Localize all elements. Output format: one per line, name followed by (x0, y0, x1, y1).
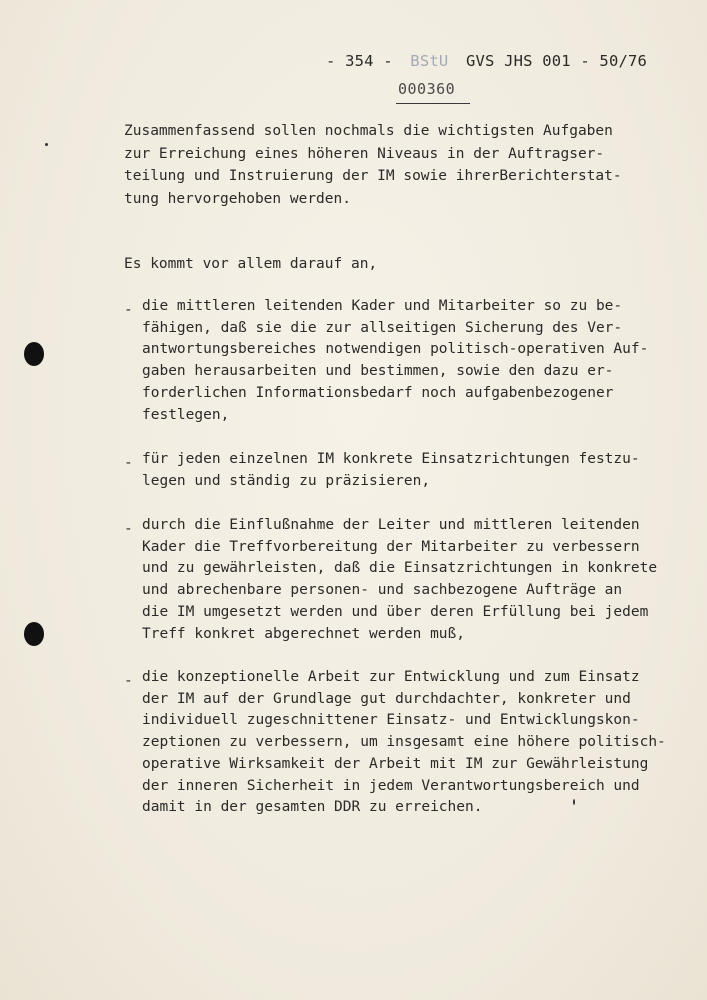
bullet-line: Treff konkret abgerechnet werden muß, (142, 625, 466, 642)
bullet-line: Kader die Treffvorbereitung der Mitarbeiter zu verbessern (142, 538, 640, 555)
paper-speck (573, 799, 575, 805)
bullet-line: zeptionen zu verbessern, um insgesamt eine höhere politisch- (142, 734, 666, 751)
bullet-item-4 (142, 667, 666, 819)
bullet-item-2 (142, 449, 640, 492)
page-number: - 354 - (326, 52, 393, 70)
bullet-line: der IM auf der Grundlage gut durchdachter, konkreter und (142, 690, 631, 707)
lead-in-text: Es kommt vor allem darauf an, (124, 256, 378, 272)
bullet-line: der inneren Sicherheit in jedem Verantwortungsbereich und (142, 777, 640, 794)
bullet-item-3 (142, 515, 657, 645)
bstu-stamp: BStU (410, 52, 449, 70)
bullet-line: antwortungsbereiches notwendigen politisch-operativen Auf- (142, 341, 649, 358)
bullet-item-1 (142, 296, 648, 426)
bullet-line: individuell zugeschnittener Einsatz- und Entwicklungskon- (142, 712, 640, 729)
bullet-line: und abrechenbare personen- und sachbezogene Aufträge an (142, 582, 623, 599)
bullet-line: legen und ständig zu präzisieren, (142, 472, 431, 489)
bullet-line: für jeden einzelnen IM konkrete Einsatzrichtungen festzu- (142, 451, 640, 467)
intro-line: teilung und Instruierung der IM sowie ihrerBerichterstat- (124, 168, 622, 184)
page-header (326, 52, 655, 70)
punch-hole (24, 622, 44, 646)
reference-number: GVS JHS 001 - 50/76 (465, 52, 648, 70)
bullet-marker: - (124, 521, 133, 537)
bullet-marker: - (124, 455, 133, 471)
bullet-marker: - (124, 673, 133, 689)
bullet-line: forderlichen Informationsbedarf noch aufgabenbezogener (142, 384, 614, 401)
punch-hole (24, 342, 44, 366)
bullet-line: die konzeptionelle Arbeit zur Entwicklung und zum Einsatz (142, 669, 640, 685)
bullet-line: festlegen, (142, 406, 230, 423)
paper-speck (45, 143, 48, 146)
bullet-line: die IM umgesetzt werden und über deren Erfüllung bei jedem (142, 603, 649, 620)
bullet-line: damit in der gesamten DDR zu erreichen. (142, 799, 483, 816)
bullet-line: durch die Einflußnahme der Leiter und mittleren leitenden (142, 517, 640, 533)
bullet-line: fähigen, daß sie die zur allseitigen Sicherung des Ver- (142, 319, 623, 336)
archive-number: 000360 (398, 80, 456, 98)
bullet-marker: - (124, 302, 133, 318)
bullet-line: gaben herausarbeiten und bestimmen, sowie den dazu er- (142, 363, 614, 380)
intro-line: Zusammenfassend sollen nochmals die wichtigsten Aufgaben (124, 123, 613, 139)
bullet-line: operative Wirksamkeit der Arbeit mit IM zur Gewährleistung (142, 755, 649, 772)
intro-line: zur Erreichung eines höheren Niveaus in der Auftragser- (124, 146, 605, 162)
bullet-line: und zu gewährleisten, daß die Einsatzrichtungen in konkrete (142, 560, 658, 577)
archive-underline (396, 103, 470, 104)
bullet-line: die mittleren leitenden Kader und Mitarbeiter so zu be- (142, 298, 623, 314)
intro-line: tung hervorgehoben werden. (124, 191, 351, 207)
